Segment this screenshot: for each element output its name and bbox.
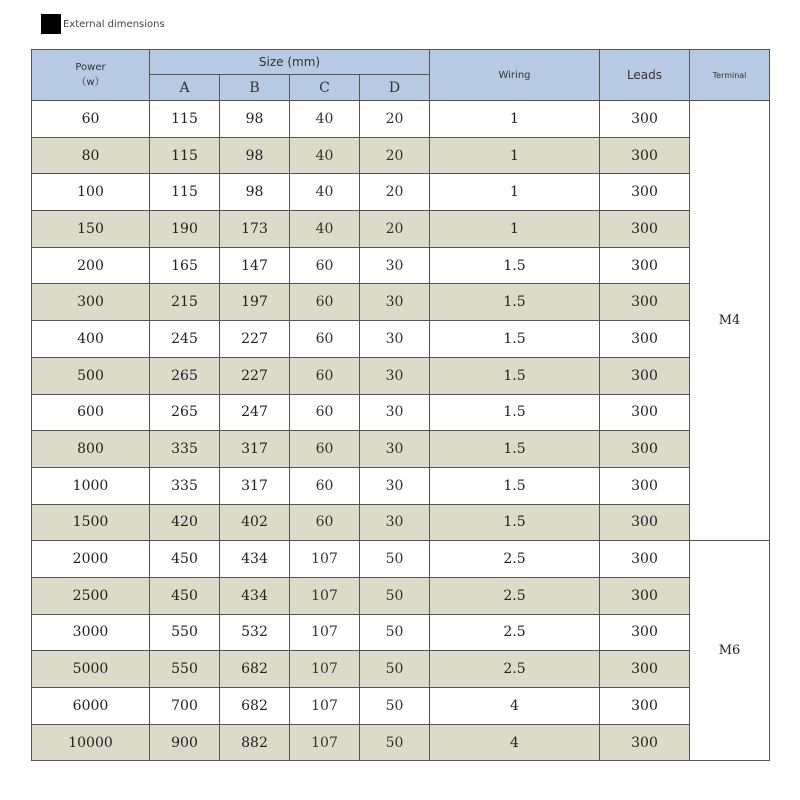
cell-size-a: 115 [150,174,220,211]
cell-size-a: 550 [150,614,220,651]
cell-size-b: 98 [220,174,290,211]
cell-size-a: 700 [150,688,220,725]
dimensions-table [31,49,770,761]
header-wiring: Wiring [430,50,600,101]
cell-size-b: 147 [220,247,290,284]
cell-size-a: 265 [150,394,220,431]
cell-size-d: 30 [360,431,430,468]
cell-size-c: 60 [290,321,360,358]
cell-size-c: 40 [290,137,360,174]
cell-size-d: 50 [360,724,430,761]
cell-size-b: 317 [220,467,290,504]
cell-wiring: 4 [430,724,600,761]
cell-leads: 300 [600,394,690,431]
cell-size-c: 60 [290,284,360,321]
cell-size-c: 60 [290,357,360,394]
black-square-marker [41,14,61,34]
cell-size-a: 450 [150,541,220,578]
cell-size-d: 30 [360,321,430,358]
cell-wiring: 1.5 [430,431,600,468]
cell-size-d: 20 [360,211,430,248]
cell-size-a: 215 [150,284,220,321]
cell-size-b: 882 [220,724,290,761]
header-terminal: Terminal [690,50,770,101]
header-power [32,50,150,101]
cell-size-b: 227 [220,357,290,394]
cell-size-c: 40 [290,174,360,211]
cell-size-d: 30 [360,247,430,284]
table-row [32,137,770,174]
cell-leads: 300 [600,724,690,761]
cell-size-b: 317 [220,431,290,468]
cell-leads: 300 [600,137,690,174]
cell-wiring: 1 [430,211,600,248]
cell-wiring: 2.5 [430,577,600,614]
cell-terminal: M4 [690,101,770,541]
cell-size-d: 20 [360,137,430,174]
cell-leads: 300 [600,651,690,688]
cell-wiring: 1 [430,101,600,138]
cell-wiring: 1 [430,174,600,211]
cell-power: 1500 [32,504,150,541]
cell-size-a: 245 [150,321,220,358]
cell-size-d: 30 [360,284,430,321]
cell-leads: 300 [600,247,690,284]
cell-wiring: 1 [430,137,600,174]
cell-size-a: 115 [150,101,220,138]
cell-leads: 300 [600,101,690,138]
cell-wiring: 1.5 [430,394,600,431]
cell-leads: 300 [600,467,690,504]
header-a: A [150,75,220,101]
cell-power: 600 [32,394,150,431]
cell-power: 5000 [32,651,150,688]
cell-leads: 300 [600,284,690,321]
table-row [32,467,770,504]
table-row [32,321,770,358]
cell-size-b: 98 [220,101,290,138]
table-row [32,431,770,468]
table-row [32,101,770,138]
cell-power: 200 [32,247,150,284]
cell-size-b: 434 [220,541,290,578]
cell-size-a: 115 [150,137,220,174]
table-body [32,101,770,761]
cell-power: 500 [32,357,150,394]
table-row [32,614,770,651]
cell-size-d: 20 [360,101,430,138]
cell-size-c: 60 [290,504,360,541]
table-row [32,211,770,248]
cell-leads: 300 [600,614,690,651]
cell-wiring: 1.5 [430,321,600,358]
cell-power: 2500 [32,577,150,614]
cell-size-d: 30 [360,467,430,504]
table-row [32,504,770,541]
cell-power: 60 [32,101,150,138]
cell-power: 100 [32,174,150,211]
cell-size-d: 50 [360,614,430,651]
cell-wiring: 1.5 [430,284,600,321]
cell-size-a: 335 [150,467,220,504]
header-power-label: Power [75,62,106,73]
cell-leads: 300 [600,357,690,394]
cell-size-a: 265 [150,357,220,394]
cell-leads: 300 [600,321,690,358]
cell-size-d: 50 [360,651,430,688]
cell-size-c: 107 [290,541,360,578]
cell-size-d: 30 [360,357,430,394]
cell-size-a: 190 [150,211,220,248]
cell-size-c: 60 [290,247,360,284]
cell-size-d: 30 [360,394,430,431]
cell-size-c: 107 [290,577,360,614]
cell-size-c: 60 [290,431,360,468]
cell-wiring: 4 [430,688,600,725]
cell-power: 10000 [32,724,150,761]
cell-wiring: 1.5 [430,467,600,504]
cell-leads: 300 [600,504,690,541]
cell-power: 800 [32,431,150,468]
cell-size-b: 98 [220,137,290,174]
table-row [32,724,770,761]
cell-power: 2000 [32,541,150,578]
cell-size-d: 50 [360,688,430,725]
cell-power: 1000 [32,467,150,504]
cell-wiring: 1.5 [430,504,600,541]
cell-size-c: 107 [290,614,360,651]
cell-size-a: 420 [150,504,220,541]
cell-size-b: 197 [220,284,290,321]
cell-size-b: 247 [220,394,290,431]
header-leads: Leads [600,50,690,101]
header-b: B [220,75,290,101]
cell-power: 6000 [32,688,150,725]
cell-size-a: 550 [150,651,220,688]
cell-leads: 300 [600,431,690,468]
table-row [32,394,770,431]
cell-size-c: 40 [290,101,360,138]
cell-power: 3000 [32,614,150,651]
cell-wiring: 2.5 [430,614,600,651]
cell-size-c: 107 [290,688,360,725]
cell-size-c: 60 [290,467,360,504]
cell-power: 80 [32,137,150,174]
section-heading-text: External dimensions [63,18,165,30]
cell-size-b: 682 [220,688,290,725]
table-row [32,174,770,211]
cell-leads: 300 [600,577,690,614]
cell-wiring: 1.5 [430,247,600,284]
cell-terminal: M6 [690,541,770,761]
cell-size-a: 450 [150,577,220,614]
cell-size-b: 402 [220,504,290,541]
cell-size-d: 50 [360,577,430,614]
table-row [32,577,770,614]
cell-size-b: 532 [220,614,290,651]
cell-size-b: 682 [220,651,290,688]
cell-size-c: 107 [290,651,360,688]
cell-size-c: 107 [290,724,360,761]
cell-leads: 300 [600,174,690,211]
cell-size-b: 173 [220,211,290,248]
table-row [32,541,770,578]
cell-wiring: 2.5 [430,541,600,578]
table-row [32,247,770,284]
cell-wiring: 2.5 [430,651,600,688]
table-row [32,357,770,394]
cell-size-a: 165 [150,247,220,284]
cell-size-d: 30 [360,504,430,541]
header-power-unit: （w） [76,77,105,88]
table-row [32,284,770,321]
cell-size-a: 335 [150,431,220,468]
cell-size-d: 50 [360,541,430,578]
cell-leads: 300 [600,541,690,578]
header-d: D [360,75,430,101]
cell-size-b: 227 [220,321,290,358]
cell-size-c: 40 [290,211,360,248]
cell-power: 300 [32,284,150,321]
cell-size-a: 900 [150,724,220,761]
cell-size-d: 20 [360,174,430,211]
header-size: Size (mm) [150,50,430,75]
table-row [32,688,770,725]
header-c: C [290,75,360,101]
cell-leads: 300 [600,688,690,725]
cell-leads: 300 [600,211,690,248]
cell-power: 400 [32,321,150,358]
table-row [32,651,770,688]
cell-size-b: 434 [220,577,290,614]
section-heading [41,13,165,35]
cell-size-c: 60 [290,394,360,431]
cell-power: 150 [32,211,150,248]
cell-wiring: 1.5 [430,357,600,394]
